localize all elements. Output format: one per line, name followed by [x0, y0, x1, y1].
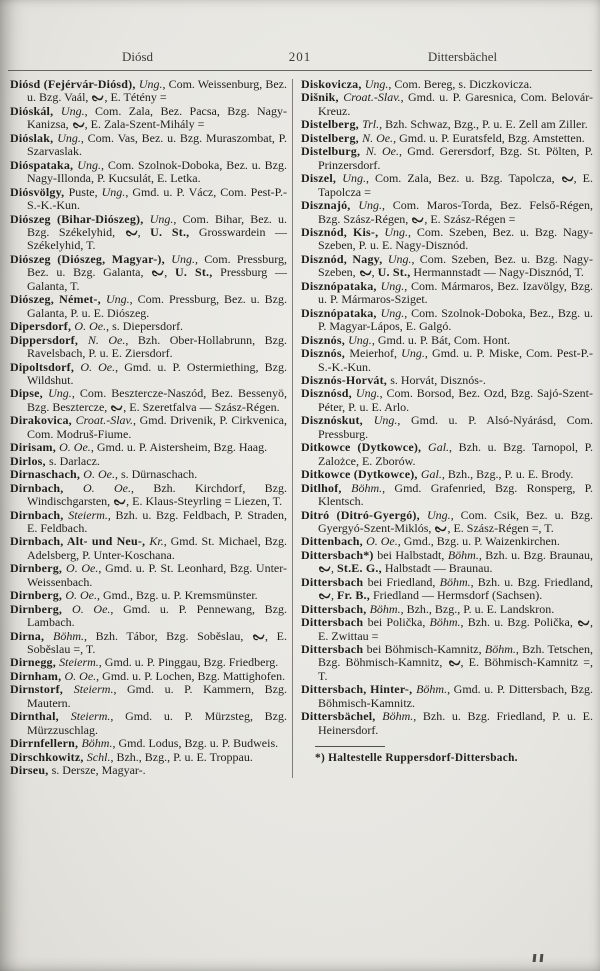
posthorn-icon — [577, 616, 590, 629]
entry-text: Böhm. — [484, 642, 516, 657]
entry-text: , Bzh., Bzg., P. u. E. Landskron. — [400, 601, 555, 616]
posthorn-icon — [448, 656, 461, 669]
entry-text: , Gmd. Gerersdorf, Bzg. St. Pölten, P. Prinzersdorf. — [318, 144, 593, 172]
entry-headword: Dittersbach*) — [301, 547, 378, 562]
entry-text: Ung. — [358, 198, 383, 213]
entry-headword: Dirrnfellern, — [10, 736, 82, 751]
entry-headword: Dirnberg, — [10, 561, 67, 576]
entry-text: , E. Szász-Régen = — [424, 211, 516, 226]
gazetteer-entry — [10, 751, 287, 764]
entry-text: , Bzh. u. Bzg. Braunau, — [478, 547, 593, 562]
entry-text: , Bzh. Tábor, Bzg. Soběslau, — [84, 628, 253, 643]
entry-text: , Com. Szeben, Bez. u. Bzg. Nagy-Szeben, P. u. E. Nagy-Disznód. — [318, 224, 593, 253]
left-column — [0, 78, 292, 778]
entry-text: , — [371, 265, 378, 280]
entry-text: , Com. Vas, Bez. u. Bzg. Muraszombat, P. Szarvaslak. — [27, 130, 288, 159]
entry-headword: Dipoltsdorf, — [10, 359, 81, 374]
entry-text: , s. Diepersdorf. — [106, 319, 184, 334]
entry-text: , E. Zala-Szent-Mihály = — [84, 117, 205, 132]
entry-headword: Diszel, — [301, 171, 343, 186]
entry-text: , Bzh. Ober-Hollabrunn, Bzg. Ravelsbach, P. u. E. Ziersdorf. — [27, 332, 287, 361]
gazetteer-entry — [10, 455, 287, 468]
gazetteer-entry — [10, 159, 287, 186]
entry-text: Ung. — [77, 157, 101, 172]
entry-headword: Dirnham, — [10, 668, 65, 683]
posthorn-icon — [252, 630, 265, 643]
gazetteer-entry — [10, 589, 287, 602]
entry-headword: Disznód, Nagy, — [301, 251, 388, 266]
gazetteer-entry — [10, 105, 287, 132]
gazetteer-entry — [301, 226, 593, 253]
entry-text: , — [164, 265, 175, 280]
entry-headword: Dirlos, — [10, 453, 49, 468]
entry-headword: Dirnstorf, — [10, 682, 74, 697]
entry-text: , Com. Szolnok-Doboka, Bez., Bzg. u. P. Magyar-Lápos, E. Galgó. — [318, 305, 593, 334]
entry-text: Böhm. — [351, 480, 383, 495]
entry-headword: Ditró (Ditró-Gyergó), — [301, 507, 428, 522]
entry-text: , Gmd. u. P. Ostermiething, Bzg. Wildshut. — [27, 359, 287, 387]
entry-text: Hermannstadt — Nagy-Disznód, T. — [410, 265, 584, 280]
entry-text: , Bzh., Bzg., P. u. E. Troppau. — [110, 749, 253, 764]
entry-headword: Diószeg, Német-, — [10, 292, 106, 307]
gazetteer-entry — [301, 145, 593, 172]
entry-text: , Com. Szolnok-Doboka, Bez. u. Bzg. Nagy-Illonda, P. Kucsulát, E. Letka. — [27, 157, 287, 186]
gazetteer-entry — [10, 441, 287, 454]
entry-text: , Gmd. u. P. Pinggau, Bzg. Friedberg. — [98, 655, 279, 670]
gazetteer-entry — [10, 683, 287, 710]
entry-headword: Distelburg, — [301, 144, 366, 159]
entry-text: Croat.-Slav. — [75, 413, 133, 428]
entry-text: Ung. — [342, 171, 366, 186]
posthorn-icon — [318, 562, 331, 575]
entry-text: , Bzh. u. Bzg. Friedland, — [470, 574, 594, 589]
gazetteer-entry — [10, 710, 287, 737]
entry-headword: Dittersbach, Hinter-, — [301, 682, 417, 697]
gazetteer-entry — [10, 387, 287, 414]
entry-text: Puste, — [68, 184, 102, 199]
entry-text: Grosswardein — Székelyhid, T. — [27, 224, 288, 253]
entry-text: Fr. B., — [337, 588, 370, 603]
gazetteer-entry — [301, 482, 593, 509]
entry-text: , E. Szeretfalva — Szász-Régen. — [123, 399, 280, 414]
entry-text: St.E. G., — [337, 561, 382, 576]
entry-text: U. St., — [174, 265, 213, 280]
entry-text: Steierm. — [70, 709, 111, 724]
entry-text: Pressburg — Galanta, T. — [27, 265, 287, 293]
gazetteer-entry — [10, 562, 287, 589]
entry-text: O. Oe. — [74, 319, 107, 334]
entry-text: Böhm. — [416, 682, 448, 697]
entry-text: , Bzh. u. Bzg. Polička, — [460, 615, 578, 630]
entry-text: , Gmd., Bzg. u. P. Kremsmünster. — [97, 588, 258, 603]
entry-headword: Dipersdorf, — [10, 319, 75, 334]
entry-text: Böhm. — [439, 574, 471, 589]
gazetteer-entry — [301, 334, 593, 347]
entry-text: Ung. — [105, 292, 130, 307]
entry-text: bei Polička, — [367, 615, 430, 630]
gazetteer-entry — [10, 630, 287, 657]
gazetteer-entry — [10, 535, 287, 562]
gazetteer-entry — [10, 253, 287, 293]
entry-text: , Com. Pressburg, Bez. u. Bzg. Galanta, P. u. E. Diószeg. — [27, 292, 287, 320]
entry-text: , Com. Besztercze-Naszód, Bez. Bessenyö, Bzg. Besztercze, — [27, 386, 287, 414]
entry-text: U. St., — [150, 224, 190, 239]
page-number: 201 — [288, 49, 312, 64]
entry-text: Böhm. — [369, 601, 401, 616]
gazetteer-entry — [301, 199, 593, 226]
gazetteer-entry — [301, 414, 593, 441]
posthorn-icon — [72, 118, 85, 131]
posthorn-icon — [318, 589, 331, 602]
entry-text: O. Oe. — [83, 480, 132, 495]
entry-text: , Bzh. u. Bzg. Friedland, P. u. E. Heinersdorf. — [318, 709, 593, 737]
entry-headword: Dirnegg, — [10, 655, 60, 670]
gazetteer-entry — [10, 78, 287, 105]
posthorn-icon — [91, 91, 104, 104]
entry-text: Ung. — [373, 413, 398, 428]
header-left-keyword: Diósd — [121, 49, 154, 64]
entry-text: Böhm. — [447, 547, 479, 562]
footnote — [301, 746, 593, 764]
entry-text: bei Friedland, — [367, 574, 440, 589]
entry-headword: Dipse, — [10, 386, 49, 401]
entry-text: O. Oe. — [65, 588, 97, 603]
entry-headword: Ditkowce (Dytkowce), — [301, 440, 429, 455]
entry-text: , Com. Bereg, s. Diczkovicza. — [388, 77, 533, 91]
entry-headword: Dióskál, — [10, 103, 61, 118]
entry-text: , Com. Mármaros, Bez. Izavölgy, Bzg. u. P. Mármaros-Sziget. — [318, 278, 593, 307]
running-header — [0, 0, 600, 65]
entry-text: O. Oe. — [64, 668, 97, 683]
entry-headword: Dittenbach, — [301, 534, 367, 549]
entry-text: O. Oe. — [66, 561, 99, 576]
posthorn-icon — [411, 213, 424, 226]
entry-text: , Gmd. u. P. Vácz, Com. Pest-P.-S.-K.-Kun. — [27, 184, 287, 213]
entry-headword: Dirnbach, Alt- und Neu-, — [10, 534, 150, 549]
right-column-entries — [301, 78, 593, 737]
entry-text: Böhm. — [53, 628, 85, 643]
entry-text: Ung. — [48, 386, 72, 401]
entry-text: Ung. — [384, 224, 409, 239]
entry-text: , Gmd. u. P. Garesnica, Com. Belovár-Kreuz. — [318, 90, 594, 118]
entry-text: s. Darlacz. — [48, 453, 100, 468]
entry-text: Ung. — [171, 251, 195, 266]
entry-text: Ung. — [149, 211, 174, 226]
entry-headword: Dittersbächel, — [301, 709, 383, 724]
gazetteer-entry — [10, 213, 287, 253]
gazetteer-entry — [301, 118, 593, 131]
gazetteer-entry — [301, 347, 593, 374]
gazetteer-entry — [10, 482, 287, 509]
entry-text: , E. Tétény = — [104, 90, 167, 105]
gazetteer-entry — [301, 549, 593, 576]
entry-text: Steierm. — [59, 655, 99, 670]
entry-text: , E. Böhmisch-Kamnitz =, T. — [318, 655, 593, 683]
entry-text: , Bzh. Kirchdorf, Bzg. Windischgarsten, — [27, 480, 287, 509]
entry-text: , Gmd. Lodus, Bzg. u. P. Budweis. — [112, 736, 279, 751]
entry-text: , Gmd. u. P. Kammern, Bzg. Mautern. — [27, 682, 287, 710]
entry-text: , — [331, 561, 337, 576]
gazetteer-entry — [10, 132, 287, 159]
entry-headword: Dirnbach, — [10, 507, 69, 522]
entry-text: , Com. Szeben, Bez. u. Bzg. Nagy-Szeben, — [318, 251, 593, 280]
entry-headword: Disznós, — [301, 346, 350, 361]
entry-headword: Dirschkowitz, — [10, 749, 87, 764]
entry-headword: Diósvölgy, — [10, 184, 69, 199]
entry-text: Steierm. — [68, 507, 108, 522]
entry-text: , Bzh. u. Bzg. Tarnopol, P. Zalożce, E. Zborów. — [318, 440, 593, 468]
entry-text: O. Oe. — [83, 467, 115, 482]
entry-headword: Disznós, — [301, 332, 349, 347]
entry-text: , Com. Borsod, Bez. Ozd, Bzg. Sajó-Szent-Péter, P. u. E. Arlo. — [318, 386, 593, 414]
footnote-rule — [315, 746, 385, 747]
entry-headword: Distelberg, — [301, 130, 363, 145]
posthorn-icon — [561, 172, 574, 185]
posthorn-icon — [151, 266, 164, 279]
entry-headword: Dittersbach — [301, 574, 368, 589]
entry-headword: Dirnaschach, — [10, 467, 84, 482]
entry-text: N. Oe. — [362, 130, 394, 145]
text-columns — [0, 71, 600, 778]
entry-headword: Disznós-Horvát, — [301, 372, 391, 387]
entry-headword: Disznajó, — [301, 198, 359, 213]
entry-headword: Dišnik, — [301, 90, 344, 105]
entry-headword: Disznópataka, — [301, 278, 381, 293]
entry-text: , Gmd. u. P. Bát, Com. Hont. — [371, 332, 511, 347]
gazetteer-entry — [10, 334, 287, 361]
entry-text: , Com. Csik, Bez. u. Bzg. Gyergyó-Szent-Miklós, — [318, 507, 593, 535]
entry-headword: Dittersbach — [301, 642, 367, 657]
entry-text: , Com. Weissenburg, Bez. u. Bzg. Vaál, — [27, 77, 287, 105]
entry-text: Ung. — [380, 278, 405, 293]
gazetteer-entry — [301, 643, 593, 683]
entry-text: , Com. Bihar, Bez. u. Bzg. Székelyhid, — [27, 211, 287, 239]
footnote-text: *) Haltestelle Ruppersdorf-Dittersbach. — [315, 752, 518, 765]
entry-headword: Distelberg, — [301, 117, 363, 132]
entry-text: bei Halbstadt, — [377, 547, 448, 562]
gazetteer-entry — [10, 509, 287, 536]
entry-text: Halbstadt — Braunau. — [381, 561, 493, 576]
entry-text: O. Oe. — [59, 440, 91, 455]
entry-text: , Com. Zala, Bez. u. Bzg. Tapolcza, — [365, 171, 561, 186]
entry-text: , E. Szász-Régen =, T. — [447, 520, 554, 535]
gazetteer-entry — [301, 576, 593, 603]
entry-text: Böhm. — [81, 736, 113, 751]
entry-text: O. Oe. — [72, 601, 111, 616]
gazetteer-entry — [10, 737, 287, 750]
entry-headword: Dirna, — [10, 628, 54, 643]
entry-text: Schl. — [86, 749, 111, 764]
posthorn-icon — [359, 266, 372, 279]
entry-text: , Gmd. St. Michael, Bzg. Adelsberg, P. Unter-Koschana. — [27, 534, 287, 562]
entry-headword: Diószeg (Diószeg, Magyar-), — [10, 251, 172, 266]
gazetteer-entry — [10, 414, 287, 441]
entry-text: N. Oe. — [87, 332, 126, 347]
entry-text: Trl. — [362, 117, 380, 132]
entry-headword: Disznópataka, — [301, 305, 381, 320]
entry-text: Meierhof, — [349, 346, 402, 361]
entry-text: , E. Soběslau =, T. — [27, 628, 287, 657]
entry-headword: Diskovicza, — [301, 77, 365, 91]
entry-text: bei Böhmisch-Kamnitz, — [366, 642, 485, 657]
entry-headword: Dióslak, — [10, 130, 58, 145]
entry-headword: Dittersbach — [301, 615, 368, 630]
posthorn-icon — [434, 522, 447, 535]
gazetteer-entry — [10, 186, 287, 213]
entry-text: Kr. — [149, 534, 164, 549]
gazetteer-entry — [301, 683, 593, 710]
entry-headword: Dirakovica, — [10, 413, 76, 428]
entry-headword: Dirisam, — [10, 440, 60, 455]
entry-text: Böhm. — [429, 615, 461, 630]
gazetteer-entry — [301, 509, 593, 536]
entry-text: Gal. — [420, 467, 442, 482]
gazetteer-entry — [10, 320, 287, 333]
gazetteer-entry — [301, 468, 593, 481]
gazetteer-entry — [10, 603, 287, 630]
entry-text: , Gmd. u. P. Pennewang, Bzg. Lambach. — [27, 601, 287, 630]
entry-text: , Gmd. u. P. Alsó-Nyárásd, Com. Pressburg. — [318, 413, 593, 441]
entry-text: U. St., — [377, 265, 411, 280]
gazetteer-entry — [301, 710, 593, 737]
entry-headword: Diósd (Fejérvár-Diósd), — [10, 77, 139, 91]
entry-text: , — [137, 224, 151, 239]
entry-headword: Dippersdorf, — [10, 332, 88, 347]
right-column — [293, 78, 600, 778]
entry-headword: Dirnthal, — [10, 709, 71, 724]
entry-headword: Disznósd, — [301, 386, 356, 401]
posthorn-icon — [110, 401, 123, 414]
gazetteer-entry — [301, 616, 593, 643]
entry-headword: Dirseu, — [10, 763, 52, 778]
entry-headword: Disznód, Kis-, — [301, 224, 385, 239]
gazetteer-entry — [301, 307, 593, 334]
entry-text: Ung. — [101, 184, 126, 199]
entry-text: , s. Dürnaschach. — [114, 467, 198, 482]
entry-text: Ung. — [427, 507, 451, 522]
gazetteer-entry — [301, 78, 593, 91]
entry-text: Steierm. — [73, 682, 114, 697]
gazetteer-entry — [10, 656, 287, 669]
entry-text: Ung. — [387, 251, 412, 266]
gazetteer-entry — [301, 387, 593, 414]
gazetteer-entry — [301, 535, 593, 548]
gazetteer-entry — [301, 603, 593, 616]
entry-headword: Dióspataka, — [10, 157, 78, 172]
entry-text: Ung. — [364, 77, 389, 91]
entry-text: , E. Tapolcza = — [318, 171, 593, 199]
entry-text: Ung. — [380, 305, 405, 320]
entry-headword: Diószeg (Bihar-Diószeg), — [10, 211, 150, 226]
gazetteer-entry — [301, 172, 593, 199]
entry-headword: Dirnberg, — [10, 601, 73, 616]
entry-text: , Bzh. u. Bzg. Feldbach, P. Straden, E. Feldbach. — [27, 507, 287, 535]
entry-text: , E. Zwittau = — [318, 615, 594, 643]
entry-text: , Gmd. u. P. Aistersheim, Bzg. Haag. — [90, 440, 268, 455]
entry-text: Friedland — Hermsdorf (Sachsen). — [369, 588, 543, 603]
entry-text: O. Oe. — [366, 534, 398, 549]
gazetteer-entry — [301, 253, 593, 280]
entry-text: , Gmd. u. P. Lochen, Bzg. Mattighofen. — [96, 668, 286, 683]
entry-text: s. Dersze, Magyar-. — [51, 763, 146, 778]
entry-text: , Gmd. Grafenried, Bzg. Ronsperg, P. Klentsch. — [318, 480, 594, 509]
entry-text: Böhm. — [382, 709, 414, 724]
gazetteer-entry — [10, 293, 287, 320]
gazetteer-entry — [10, 361, 287, 388]
entry-text: , E. Klaus-Steyrling = Liezen, T. — [126, 494, 283, 509]
gazetteer-entry — [10, 764, 287, 777]
posthorn-icon — [113, 495, 126, 508]
entry-text: , Gmd. u. P. Euratsfeld, Bzg. Amstetten. — [393, 130, 585, 145]
entry-text: , Com. Maros-Torda, Bez. Felső-Régen, Bzg. Szász-Régen, — [318, 198, 593, 226]
gazetteer-entry — [301, 91, 593, 118]
entry-text: , Gmd. Drivenik, P. Cirkvenica, Com. Modruš-Fiume. — [27, 413, 287, 441]
entry-text: Ung. — [57, 130, 81, 145]
gazetteer-entry — [301, 441, 593, 468]
entry-text: N. Oe. — [365, 144, 399, 159]
gazetteer-entry — [301, 132, 593, 145]
entry-text: , Gmd., Bzg. u. P. Waizenkirchen. — [397, 534, 560, 549]
entry-text: , — [331, 588, 337, 603]
entry-headword: Disznóskut, — [301, 413, 374, 428]
entry-text: , Bzh., Bzg., P. u. E. Brody. — [441, 467, 574, 482]
entry-text: , Com. Pressburg, Bez. u. Bzg. Galanta, — [27, 251, 287, 280]
entry-text: , Bzh. Tetschen, Bzg. Böhmisch-Kamnitz, — [318, 642, 594, 670]
entry-text: Ung. — [355, 386, 380, 401]
gazetteer-entry — [301, 280, 593, 307]
scan-artifact-mark — [533, 949, 546, 967]
entry-headword: Ditkowce (Dytkowce), — [301, 467, 421, 482]
entry-text: Ung. — [60, 103, 85, 118]
entry-text: O. Oe. — [80, 359, 116, 374]
entry-text: , Com. Zala, Bez. Pacsa, Bzg. Nagy-Kanizsa, — [27, 103, 288, 132]
entry-text: , Bzh. Schwaz, Bzg., P. u. E. Zell am Ziller. — [379, 117, 588, 132]
entry-text: s. Horvát, Disznós-. — [390, 372, 486, 387]
gazetteer-entry — [10, 468, 287, 481]
entry-text: Ung. — [401, 346, 425, 361]
entry-text: Croat.-Slav. — [343, 90, 401, 105]
entry-text: , Gmd. u. P. St. Leonhard, Bzg. Unter-Weissenbach. — [27, 561, 287, 589]
entry-headword: Dirnbach, — [10, 480, 84, 495]
posthorn-icon — [125, 226, 138, 239]
entry-text: Gal. — [428, 440, 450, 455]
entry-text: , Gmd. u. P. Mürzsteg, Bzg. Mürzzuschlag. — [27, 709, 287, 737]
gazetteer-entry — [301, 374, 593, 387]
header-right-keyword: Dittersbächel — [427, 49, 498, 64]
entry-headword: Dittersbach, — [301, 601, 370, 616]
entry-text: Ung. — [348, 332, 372, 347]
entry-text: Ung. — [138, 77, 163, 91]
entry-headword: Dirnberg, — [10, 588, 66, 603]
entry-text: , Gmd. u. P. Dittersbach, Bzg. Böhmisch-Kamnitz. — [318, 682, 593, 710]
entry-text: , Gmd. u. P. Miske, Com. Pest-P.-S.-K.-Kun. — [318, 346, 593, 374]
entry-headword: Ditlhof, — [301, 480, 352, 495]
gazetteer-entry — [10, 670, 287, 683]
